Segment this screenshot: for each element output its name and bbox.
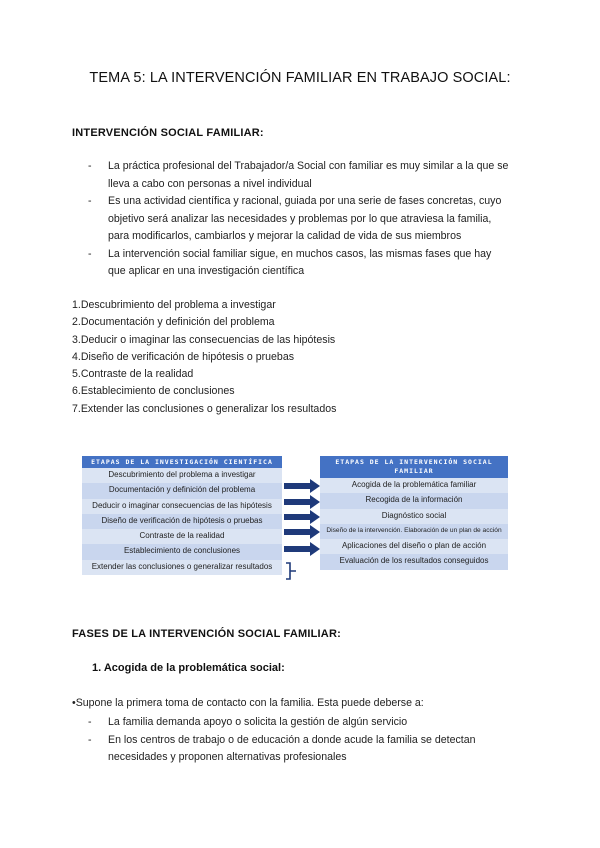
stage-row: Diseño de verificación de hipótesis o pruebas xyxy=(82,514,282,529)
stage-row: Recogida de la información xyxy=(320,493,508,508)
stage-row: Extender las conclusiones o generalizar resultados xyxy=(82,560,282,575)
dash-list-acogida xyxy=(88,714,538,767)
section-heading-fases: FASES DE LA INTERVENCIÓN SOCIAL FAMILIAR: xyxy=(72,628,341,640)
stage-row: Aplicaciones del diseño o plan de acción xyxy=(320,539,508,554)
subsection-heading-acogida: 1. Acogida de la problemática social: xyxy=(92,662,285,674)
arrow-right-icon xyxy=(284,510,320,524)
numbered-item: 5.Contraste de la realidad xyxy=(72,368,194,381)
list-item-line: necesidades y proponen alternativas profesionales xyxy=(108,751,347,763)
list-item-line: En los centros de trabajo o de educación a donde acude la familia se detectan xyxy=(108,733,476,746)
dash-bullet-icon: - xyxy=(88,733,92,746)
stage-row: Contraste de la realidad xyxy=(82,529,282,544)
section-heading-intervencion: INTERVENCIÓN SOCIAL FAMILIAR: xyxy=(72,127,264,139)
stage-row: Evaluación de los resultados conseguidos xyxy=(320,554,508,569)
list-item xyxy=(88,246,538,281)
list-item-line: La intervención social familiar sigue, en muchos casos, las mismas fases que hay xyxy=(108,247,492,260)
bullet-paragraph: •Supone la primera toma de contacto con la familia. Esta puede deberse a: xyxy=(72,697,424,709)
scientific-stages-header: ETAPAS DE LA INVESTIGACIÓN CIENTÍFICA xyxy=(82,456,282,468)
numbered-item: 4.Diseño de verificación de hipótesis o pruebas xyxy=(72,350,295,363)
list-item-line: para modificarlos, cambiarlos y mejorar la calidad de vida de sus miembros xyxy=(108,230,462,242)
numbered-item: 1.Descubrimiento del problema a investigar xyxy=(72,299,276,311)
stage-row: Establecimiento de conclusiones xyxy=(82,544,282,559)
arrow-right-icon xyxy=(284,495,320,509)
stage-row: Diagnóstico social xyxy=(320,509,508,524)
dash-bullet-icon: - xyxy=(88,195,92,207)
list-item-line: Es una actividad científica y racional, guiada por una serie de fases concretas, cuyo xyxy=(108,195,502,207)
list-item xyxy=(88,732,538,767)
list-item xyxy=(88,158,538,193)
document-title: TEMA 5: LA INTERVENCIÓN FAMILIAR EN TRABAJO SOCIAL: xyxy=(89,70,511,86)
scientific-stages-box xyxy=(82,456,282,575)
numbered-item: 3.Deducir o imaginar las consecuencias de las hipótesis xyxy=(72,333,336,346)
mapping-arrows xyxy=(280,475,324,587)
numbered-phases-list xyxy=(72,297,336,418)
list-item-line: que aplicar en una investigación científica xyxy=(108,265,305,277)
list-item-line: objetivo será analizar las necesidades y problemas por lo que atraviesa la familia, xyxy=(108,212,492,225)
scientific-stages-rows xyxy=(82,468,282,575)
dash-bullet-icon: - xyxy=(88,160,92,172)
arrow-right-icon xyxy=(284,479,320,493)
list-item-line: La familia demanda apoyo o solicita la gestión de algún servicio xyxy=(108,716,408,728)
list-item-line: La práctica profesional del Trabajador/a Social con familiar es muy similar a la que se xyxy=(108,160,509,172)
arrow-right-icon xyxy=(284,525,320,539)
numbered-item: 2.Documentación y definición del problema xyxy=(72,316,275,329)
list-item xyxy=(88,193,538,246)
stage-row: Descubrimiento del problema a investigar xyxy=(82,468,282,483)
list-item xyxy=(88,714,538,732)
stage-row: Diseño de la intervención. Elaboración de un plan de acción xyxy=(320,524,508,539)
stage-row: Deducir o imaginar consecuencias de las hipótesis xyxy=(82,499,282,514)
stage-row: Acogida de la problemática familiar xyxy=(320,478,508,493)
family-intervention-rows xyxy=(320,478,508,570)
family-intervention-stages-box xyxy=(320,456,508,570)
dash-bullet-icon: - xyxy=(88,247,92,260)
bracket-icon xyxy=(286,563,296,579)
arrow-right-icon xyxy=(284,542,320,556)
list-item-line: lleva a cabo con personas a nivel individual xyxy=(108,177,312,190)
stage-row: Documentación y definición del problema xyxy=(82,483,282,498)
dash-list-intro xyxy=(88,158,538,281)
dash-bullet-icon: - xyxy=(88,716,92,728)
numbered-item: 7.Extender las conclusiones o generalizar los resultados xyxy=(72,402,337,415)
family-intervention-stages-header: ETAPAS DE LA INTERVENCIÓN SOCIAL FAMILIAR xyxy=(320,456,508,478)
numbered-item: 6.Establecimiento de conclusiones xyxy=(72,385,235,398)
